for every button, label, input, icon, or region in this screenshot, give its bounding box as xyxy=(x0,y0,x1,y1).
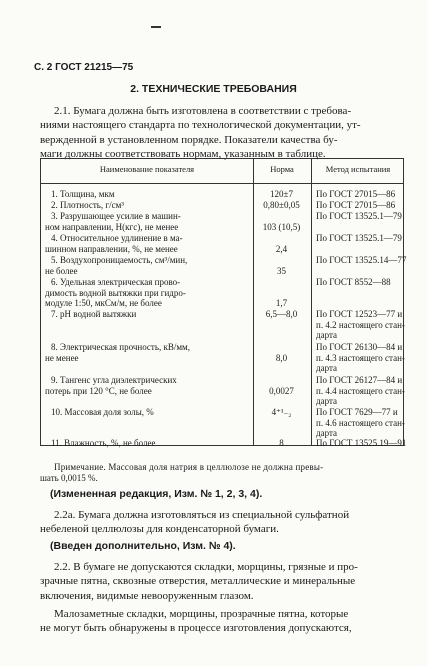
cell-line: По ГОСТ 13525.14—77 xyxy=(316,255,407,265)
paragraph-2-1 xyxy=(40,104,400,161)
row-4-name xyxy=(45,233,253,254)
row-2-name xyxy=(45,200,253,211)
cell-line: 0,80±0,05 xyxy=(263,200,300,210)
cell-line: шинном направлении, %, не менее xyxy=(45,243,178,254)
text-line: не могут быть обнаружены в процессе изготовления допускаются, xyxy=(40,622,352,635)
cell-line: 0,0027 xyxy=(269,385,294,396)
note-line: шать 0,0015 %. xyxy=(40,473,98,483)
cell-line: 11. Влажность, %, не более xyxy=(51,438,156,448)
row-7-norm xyxy=(254,309,309,320)
requirements-table xyxy=(40,158,407,448)
row-3-norm xyxy=(254,211,309,232)
header-divider xyxy=(41,183,403,184)
note-line: Примечание. Массовая доля натрия в целлюлозе не должна превы- xyxy=(54,462,324,472)
text-line: ниями настоящего стандарта по технологической документации, ут- xyxy=(40,119,361,132)
cell-line: По ГОСТ 26130—84 и xyxy=(316,342,403,352)
cell-line xyxy=(254,211,309,222)
cell-line xyxy=(254,342,309,353)
cell-line: По ГОСТ 12523—77 и xyxy=(316,309,403,319)
cell-line: потерь при 120 °С, не более xyxy=(45,385,152,396)
row-1-name xyxy=(45,189,253,200)
cell-line: 3. Разрушающее усилие в машин- xyxy=(51,211,181,221)
cell-line: 1. Толщина, мкм xyxy=(51,189,115,199)
header-name: Наименование показателя xyxy=(99,164,195,174)
row-4-method xyxy=(316,233,404,244)
row-4-norm xyxy=(254,233,309,254)
cell-line: 4. Относительное удлинение в ма- xyxy=(51,233,183,243)
section-title: 2. ТЕХНИЧЕСКИЕ ТРЕБОВАНИЯ xyxy=(130,83,297,95)
cell-line: дарта xyxy=(316,363,337,373)
row-2-norm xyxy=(254,200,309,211)
cell-line: 35 xyxy=(277,265,286,276)
cell-line: 8,0 xyxy=(275,352,288,363)
row-3-name xyxy=(45,211,253,232)
cell-line: 8 xyxy=(279,438,284,448)
cell-line: По ГОСТ 13525.1—79 xyxy=(316,211,402,221)
row-2-method xyxy=(316,200,404,211)
cell-line: не менее xyxy=(45,352,79,363)
row-6-name xyxy=(45,277,253,309)
paragraph-2-3 xyxy=(40,607,400,636)
cell-line: 4⁺¹₋₂ xyxy=(271,407,292,417)
row-5-method xyxy=(316,255,407,266)
cell-line: дарта xyxy=(316,330,337,340)
row-11-norm xyxy=(254,438,309,449)
cell-line: По ГОСТ 13525.1—79 xyxy=(316,233,402,243)
cell-line: 2. Плотность, г/см³ xyxy=(51,200,124,210)
cell-line xyxy=(254,277,309,288)
cell-line: п. 4.4 настоящего стан- xyxy=(316,385,405,396)
row-1-norm xyxy=(254,189,309,200)
cell-line: По ГОСТ 27015—86 xyxy=(316,189,396,199)
row-3-method xyxy=(316,211,404,222)
row-10-method xyxy=(316,407,404,439)
cell-line: По ГОСТ 26127—84 и xyxy=(316,375,403,385)
row-5-name xyxy=(45,255,253,276)
cell-line xyxy=(254,288,309,299)
cell-line xyxy=(254,375,309,386)
page-header: С. 2 ГОСТ 21215—75 xyxy=(34,62,134,73)
row-6-method xyxy=(316,277,404,288)
cell-line: п. 4.3 настоящего стан- xyxy=(316,352,405,363)
cell-line xyxy=(254,255,309,266)
text-line: 2.2. В бумаге не допускаются складки, морщины, грязные и про- xyxy=(54,561,358,573)
row-9-method xyxy=(316,375,404,407)
text-line: зрачные пятна, сквозные отверстия, металлические и минеральные xyxy=(40,575,356,588)
cell-line: не более xyxy=(45,265,78,276)
paragraph-2-2a xyxy=(40,508,400,537)
row-1-method xyxy=(316,189,404,200)
cell-line: 6,5—8,0 xyxy=(265,309,298,319)
text-line: небеленой целлюлозы для конденсаторной бумаги. xyxy=(40,523,279,536)
row-10-name xyxy=(45,407,253,418)
cell-line: По ГОСТ 27015—86 xyxy=(316,200,396,210)
row-9-name xyxy=(45,375,253,396)
row-7-name xyxy=(45,309,253,320)
text-line: маги должны соответствовать нормам, указанным в таблице. xyxy=(40,147,326,160)
text-line: 2.1. Бумага должна быть изготовлена в соответствии с требова- xyxy=(54,105,352,117)
cell-line: По ГОСТ 13525.19—91 xyxy=(316,438,407,448)
column-divider xyxy=(311,159,312,445)
row-11-name xyxy=(45,438,253,449)
cell-line: димость водной вытяжки при гидро- xyxy=(45,287,186,298)
cell-line: 5. Воздухопроницаемость, см³/мин, xyxy=(51,255,188,265)
cell-line: дарта xyxy=(316,428,337,438)
header-norm: Норма xyxy=(270,164,294,174)
text-line: вержденной в установленном порядке. Показатели качества бу- xyxy=(40,133,338,146)
row-7-method xyxy=(316,309,404,341)
cell-line: По ГОСТ 8552—88 xyxy=(316,277,391,287)
cell-line: 10. Массовая доля золы, % xyxy=(51,407,154,417)
paragraph-2-2 xyxy=(40,560,400,603)
cell-line xyxy=(254,233,309,244)
row-5-norm xyxy=(254,255,309,276)
cell-line: 6. Удельная электрическая прово- xyxy=(51,277,181,287)
amendment-note: (Измененная редакция, Изм. № 1, 2, 3, 4). xyxy=(50,488,263,500)
text-line: включения, видимые невооруженным глазом. xyxy=(40,589,254,602)
row-6-norm xyxy=(254,277,309,309)
scan-mark xyxy=(151,26,161,28)
text-line: 2.2а. Бумага должна изготовляться из специальной сульфатной xyxy=(54,509,350,521)
text-line: Малозаметные складки, морщины, прозрачные пятна, которые xyxy=(54,608,349,620)
row-10-norm xyxy=(254,407,309,418)
addition-note: (Введен дополнительно, Изм. № 4). xyxy=(50,540,236,552)
row-8-norm xyxy=(254,342,309,363)
cell-line: 103 (10,5) xyxy=(262,221,301,232)
cell-line: 2,4 xyxy=(275,243,288,254)
row-9-norm xyxy=(254,375,309,396)
cell-line: По ГОСТ 7629—77 и xyxy=(316,407,398,417)
table-note xyxy=(40,462,323,484)
cell-line: 1,7 xyxy=(275,298,288,308)
cell-line: 120±7 xyxy=(270,189,293,199)
cell-line: модуле 1:50, мкСм/м, не более xyxy=(45,298,162,308)
row-8-method xyxy=(316,342,404,374)
row-8-name xyxy=(45,342,253,363)
row-11-method xyxy=(316,438,407,449)
cell-line: 9. Тангенс угла диэлектрических xyxy=(51,375,177,385)
cell-line: ном направлении, Н(кгс), не менее xyxy=(45,221,179,232)
cell-line: 7. pH водной вытяжки xyxy=(51,309,137,319)
cell-line: 8. Электрическая прочность, кВ/мм, xyxy=(51,342,190,352)
cell-line: дарта xyxy=(316,396,337,406)
cell-line: п. 4.2 настоящего стан- xyxy=(316,319,405,330)
header-method: Метод испытания xyxy=(325,164,391,174)
cell-line: п. 4.6 настоящего стан- xyxy=(316,417,405,428)
